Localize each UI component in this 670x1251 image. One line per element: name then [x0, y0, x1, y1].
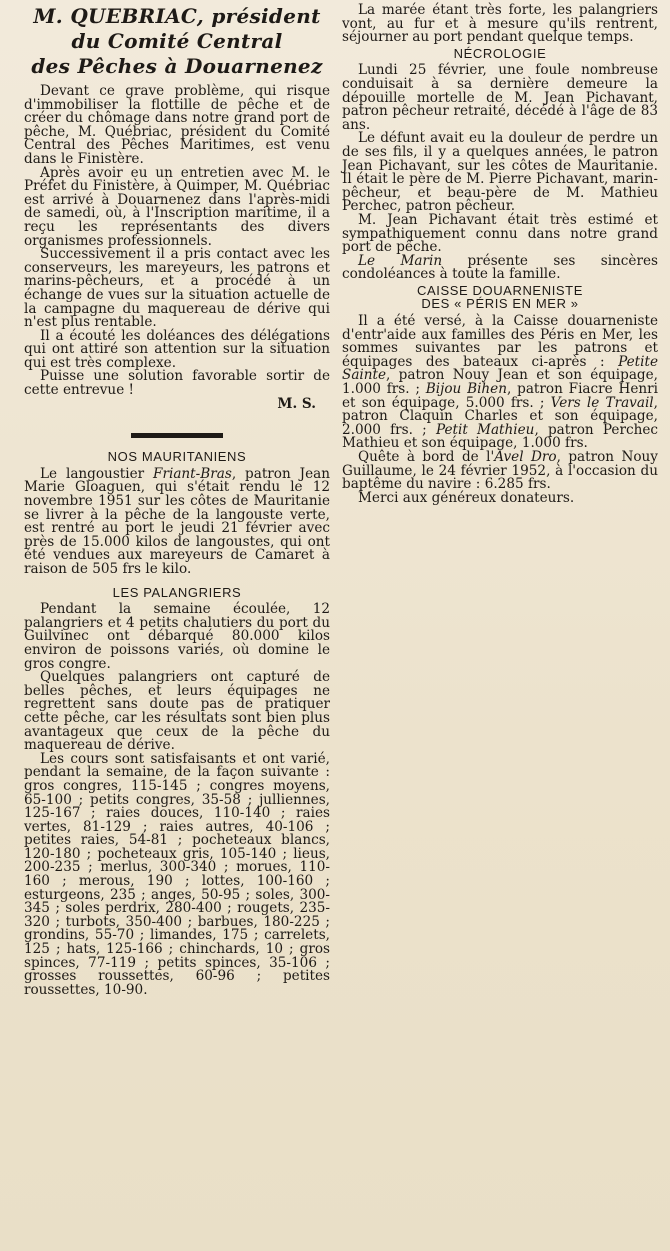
- paragraph: Après avoir eu un entretien avec M. le Préfet du Finistère, à Quimper, M. Québriac est arrivé à Douarnenez dans l'après-midi de samedi, où, à l'Inscription maritime, il a reçu les représentants des divers organismes professionnels.: [24, 164, 330, 249]
- boat-name: Bijou Bihen: [425, 381, 507, 398]
- right-column: [342, 4, 658, 505]
- section-heading: NOS MAURITANIENS: [107, 449, 247, 465]
- text-run: , patron Fiacre Henri et son équipage, 5.000 frs. ;: [342, 381, 658, 411]
- paragraph: [342, 451, 658, 492]
- text-run: Il a été versé, à la Caisse douarneniste d'entr'aide aux familles des Péris en Mer, les sommes suivantes par les patrons et équipages des bateaux ci-après :: [342, 313, 658, 370]
- paragraph: Quelques palangriers ont capturé de belles pêches, et leurs équipages ne regrettent sans doute pas de pratiquer cette pêche, car les résultats sont bien plus avantageux que ceux de la pêche du maquereau de dérive.: [24, 669, 330, 754]
- text-run: , patron Jean Marie Gloaguen, qui s'était rendu le 12 novembre 1951 sur les côtes de Mauritanie se livrer à la pêche de la langouste verte, est rentré au port le jeudi 21 février avec près de 15.000 kilos de langoustes, qui ont été vendues aux mareyeurs de Camaret à raison de 505 frs le kilo.: [24, 465, 330, 577]
- section-heading: LES PALANGRIERS: [112, 584, 242, 600]
- paragraph: La marée étant très forte, les palangriers vont, au fur et à mesure qu'ils rentrent, séjourner au port pendant quelque temps.: [342, 2, 658, 46]
- boat-name: Petite Sainte: [342, 353, 658, 384]
- paragraph: Le défunt avait eu la douleur de perdre un de ses fils, il y a quelques années, le patron Jean Pichavant, sur les côtes de Mauritanie. Il était le père de M. Pierre Pichavant, marin-pêcheur, et beau-père de M. Mathieu Perchec, patron pêcheur.: [342, 130, 658, 215]
- headline-line: des Pêches à Douarnenez: [31, 54, 323, 78]
- text-run: , patron Claquin Charles et son équipage, 2.000 frs. ;: [342, 394, 658, 438]
- text-run: présente ses sincères condoléances à toute la famille.: [342, 252, 658, 283]
- section-divider: [131, 433, 223, 438]
- headline-line: M. QUEBRIAC, président: [33, 4, 321, 28]
- newspaper-name: Le Marin: [358, 252, 443, 269]
- paragraph: [342, 315, 658, 451]
- boat-name: Avel Dro: [494, 449, 557, 465]
- paragraph: Successivement il a pris contact avec les conserveurs, les mareyeurs, les patrons et marins-pêcheurs, et a procédé à un échange de vues sur la situation actuelle de la campagne du maquereau de dérive qui n'est plus rentable.: [24, 246, 330, 331]
- left-column: [24, 4, 330, 997]
- text-run: , patron Nouy Guillaume, le 24 février 1952, à l'occasion du baptême du navire : 6.285 frs.: [342, 449, 658, 493]
- text-run: , patron Nouy Jean et son équipage, 1.000 frs. ;: [342, 367, 658, 398]
- paragraph: [24, 465, 330, 577]
- paragraph: [342, 252, 658, 283]
- article-headline: [24, 4, 330, 79]
- paragraph: Devant ce grave problème, qui risque d'immobiliser la flottille de pêche et de créer du chômage dans notre grand port de pêche, M. Québriac, président du Comité Central des Pêches Maritimes, est venu dans le Finistère.: [24, 83, 330, 167]
- paragraph: Pendant la semaine écoulée, 12 palangriers et 4 petits chalutiers du port du Guilvinec ont débarqué 80.000 kilos environ de poissons variés, où domine le gros congre.: [24, 601, 330, 672]
- text-run: , patron Perchec Mathieu et son équipage, 1.000 frs.: [342, 421, 658, 452]
- paragraph: Merci aux généreux donateurs.: [358, 489, 575, 506]
- boat-name: Vers le Travail: [550, 394, 654, 411]
- boat-name: Friant-Bras: [153, 465, 232, 482]
- paragraph: Il a écouté les doléances des délégations qui ont attiré son attention sur la situation qui est très complexe.: [24, 327, 330, 371]
- paragraph: Les cours sont satisfaisants et ont varié, pendant la semaine, de la façon suivante : gros congres, 115-145 ; congres moyens, 65-100 ; petits congres, 35-58 ; julliennes, 125-167 ; raies douces, 110-140 ; raies vertes, 81-129 ; raies autres, 40-106 ; petites raies, 54-81 ; pocheteaux blancs, 120-180 ; pocheteaux gris, 105-140 ; lieus, 200-235 ; merlus, 300-340 ; morues, 110-160 ; merous, 190 ; lottes, 100-160 ; esturgeons, 235 ; anges, 50-95 ; soles, 300-345 ; soles perdrix, 280-400 ; rougets, 235-320 ; turbots, 350-400 ; barbues, 180-225 ; grondins, 55-70 ; limandes, 175 ; carrelets, 125 ; hats, 125-166 ; chinchards, 10 ; gros spinces, 77-119 ; petits spinces, 35-106 ; grosses roussettes, 60-96 ; petites roussettes, 10-90.: [24, 750, 330, 998]
- section-heading: [342, 284, 658, 311]
- heading-line: DES « PÉRIS EN MER »: [421, 296, 579, 312]
- heading-line: CAISSE DOUARNENISTE: [417, 282, 583, 298]
- text-run: Quête à bord de l': [358, 449, 495, 465]
- headline-line: du Comité Central: [71, 29, 283, 53]
- signature: M. S.: [277, 395, 316, 412]
- text-run: Le langoustier: [40, 465, 154, 482]
- paragraph: Lundi 25 février, une foule nombreuse conduisait à sa dernière demeure la dépouille mortelle de M. Jean Pichavant, patron pêcheur retraité, décédé à l'âge de 83 ans.: [342, 62, 658, 133]
- paragraph: M. Jean Pichavant était très estimé et sympathiquement connu dans notre grand port de pêche.: [342, 211, 658, 256]
- paragraph: Puisse une solution favorable sortir de cette entrevue !: [24, 368, 330, 399]
- boat-name: Petit Mathieu: [435, 421, 535, 438]
- section-heading: NÉCROLOGIE: [453, 45, 547, 61]
